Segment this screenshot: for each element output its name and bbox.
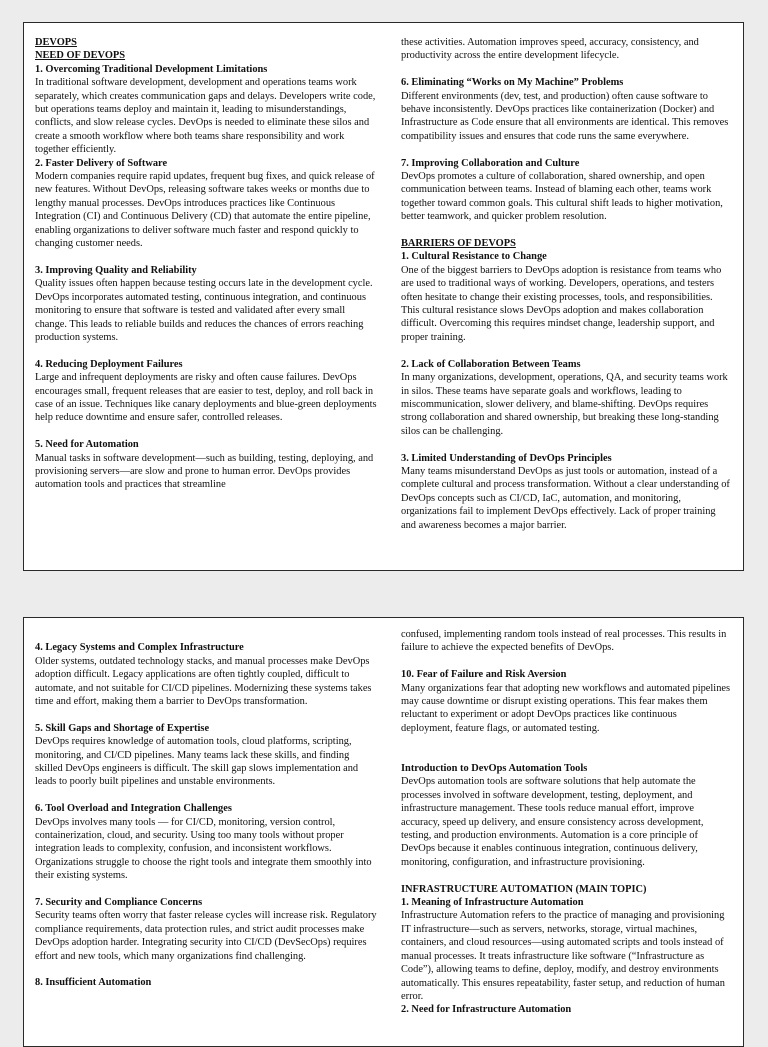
section-heading: 7. Improving Collaboration and Culture bbox=[401, 157, 580, 169]
section-body: DevOps automation tools are software solutions that help automate the processes involved in software development, testing, deployment, and infrastructure management. These tools reduce manual effort, improve accuracy, speed up delivery, and ensure consistency across development, testing, and production environments. Automation is a core principle of DevOps because it enables continuous integration, continuous delivery, monitoring, configuration, and infrastructure provisioning. bbox=[401, 776, 704, 868]
section-heading: 7. Security and Compliance Concerns bbox=[35, 897, 203, 909]
continued-text bbox=[401, 36, 731, 63]
section-body: DevOps promotes a culture of collaboration, shared ownership, and open communication between teams. Instead of blaming each other, teams work together toward common goals. This cultural shift leads to higher motivation, better teamwork, and quicker problem resolution. bbox=[401, 171, 723, 223]
section-body: confused, implementing random tools instead of real processes. This results in failure to achieve the expected benefits of DevOps. bbox=[401, 629, 727, 654]
section-body: Security teams often worry that faster release cycles will increase risk. Regulatory compliance requirements, data protection rules, and strict audit processes make DevOps adoption harder. Integrating security into CI/CD (DevSecOps) requires effort and new tools, which many organizations find challenging. bbox=[35, 910, 377, 962]
section-heading: Introduction to DevOps Automation Tools bbox=[401, 763, 588, 775]
section-need-2 bbox=[35, 157, 379, 251]
section-heading: 10. Fear of Failure and Risk Aversion bbox=[401, 669, 567, 681]
section-heading: 4. Reducing Deployment Failures bbox=[35, 358, 183, 370]
section-need-4 bbox=[35, 358, 379, 425]
section-heading: 2. Lack of Collaboration Between Teams bbox=[401, 358, 581, 370]
section-need-5 bbox=[35, 438, 379, 492]
section-body: DevOps involves many tools — for CI/CD, monitoring, version control, containerization, cloud, and security. Using too many tools without proper integration leads to complexity, confusion, and inconsistent workflows. Organizations struggle to choose the right tools and integrate them smoothly into their existing systems. bbox=[35, 816, 372, 882]
section-heading: 2. Need for Infrastructure Automation bbox=[401, 1004, 572, 1016]
document-page-1 bbox=[23, 22, 744, 571]
section-need-6 bbox=[401, 76, 731, 143]
page1-right-column bbox=[401, 36, 731, 532]
document-page-2 bbox=[23, 617, 744, 1047]
section-body: Manual tasks in software development—such as building, testing, deploying, and provisioning servers—are slow and prone to human error. DevOps provides automation tools and practices that streamline bbox=[35, 452, 374, 491]
section-body: Quality issues often happen because testing occurs late in the development cycle. DevOps incorporates automated testing, continuous integration, and continuous monitoring to ensure that software is tested and validated after every small change. This leads to reliable builds and reduces the chances of errors reaching production systems. bbox=[35, 278, 373, 343]
section-body: Modern companies require rapid updates, frequent bug fixes, and quick release of new features. Without DevOps, releasing software takes weeks or months due to lengthy manual processes. DevOps introduces practices like Continuous Integration (CI) and Continuous Delivery (CD) that automate the entire pipeline, enabling organizations to deliver software much faster and respond quickly to changing customer needs. bbox=[35, 171, 375, 250]
section-heading: 5. Need for Automation bbox=[35, 439, 139, 451]
section-heading: 3. Improving Quality and Reliability bbox=[35, 264, 197, 276]
section-body: DevOps requires knowledge of automation tools, cloud platforms, scripting, monitoring, and CI/CD pipelines. Many teams lack these skills, and finding skilled DevOps engineers is difficult. The skill gap slows implementation and leads to poorly built pipelines and unstable environments. bbox=[35, 736, 359, 788]
section-heading: 6. Tool Overload and Integration Challenges bbox=[35, 803, 232, 815]
page1-left-column bbox=[35, 36, 379, 492]
section-heading: 1. Cultural Resistance to Change bbox=[401, 251, 547, 263]
section-intro-automation-tools bbox=[401, 762, 731, 869]
section-body: Large and infrequent deployments are risky and often cause failures. DevOps encourages small, frequent releases that are easier to test, deploy, and roll back in case of an issue. Techniques like canary deployments and blue-green deployments help reduce downtime and ensure safer, controlled releases. bbox=[35, 372, 377, 424]
section-heading: 2. Faster Delivery of Software bbox=[35, 157, 168, 169]
section-heading: 3. Limited Understanding of DevOps Principles bbox=[401, 452, 612, 464]
section-body: Many teams misunderstand DevOps as just tools or automation, instead of a complete cultural and process transformation. Without a clear understanding of DevOps concepts such as CI/CD, IaC, automation, and monitoring, organizations fail to implement DevOps effectively. Lack of proper training and awareness becomes a major barrier. bbox=[401, 465, 730, 531]
section-need-1 bbox=[35, 63, 379, 157]
infrastructure-automation-heading: INFRASTRUCTURE AUTOMATION (MAIN TOPIC) bbox=[401, 883, 647, 895]
continued-text bbox=[401, 628, 731, 655]
section-barrier-6 bbox=[35, 802, 379, 882]
section-body: One of the biggest barriers to DevOps adoption is resistance from teams who are used to traditional ways of working. Developers, operations, and testers often hesitate to change their existing processes, tools, and responsibilities. This cultural resistance slows DevOps adoption and makes collaboration difficult. Overcoming this requires mindset change, leadership support, and proper training. bbox=[401, 264, 722, 343]
page2-right-column bbox=[401, 628, 731, 1017]
section-heading: 1. Meaning of Infrastructure Automation bbox=[401, 897, 584, 909]
section-heading: 4. Legacy Systems and Complex Infrastructure bbox=[35, 642, 244, 654]
section-barrier-3 bbox=[401, 452, 731, 532]
section-barrier-2 bbox=[401, 358, 731, 438]
section-heading: 1. Overcoming Traditional Development Limitations bbox=[35, 63, 268, 75]
barriers-of-devops-heading: BARRIERS OF DEVOPS bbox=[401, 238, 516, 250]
section-body: Many organizations fear that adopting new workflows and automated pipelines may cause downtime or disrupt existing operations. This fear makes them reluctant to experiment or adopt DevOps practices like continuous deployment, feature flags, or automated testing. bbox=[401, 682, 731, 734]
section-need-7 bbox=[401, 157, 731, 224]
section-barrier-7 bbox=[35, 896, 379, 963]
section-ia-1 bbox=[401, 896, 731, 1003]
section-need-3 bbox=[35, 264, 379, 344]
section-heading: 5. Skill Gaps and Shortage of Expertise bbox=[35, 722, 210, 734]
section-body: In many organizations, development, operations, QA, and security teams work in silos. These teams have separate goals and workflows, leading to miscommunication, slower delivery, and blame-shifting. DevOps requires strong collaboration and shared ownership, but breaking these long-standing silos can be challenging. bbox=[401, 372, 728, 437]
section-heading: 6. Eliminating “Works on My Machine” Problems bbox=[401, 77, 624, 89]
section-body: these activities. Automation improves speed, accuracy, consistency, and productivity across the entire development lifecycle. bbox=[401, 37, 699, 62]
section-heading: 8. Insufficient Automation bbox=[35, 977, 152, 989]
section-body: Older systems, outdated technology stacks, and manual processes make DevOps adoption difficult. Legacy applications are often tightly coupled, difficult to automate, and not suitable for CI/CD pipelines. Modernizing these systems takes time and effort, making them a barrier to DevOps transformation. bbox=[35, 655, 372, 708]
section-barrier-10 bbox=[401, 668, 731, 735]
devops-title: DEVOPS bbox=[35, 37, 77, 48]
section-barrier-4 bbox=[35, 641, 379, 708]
section-body: In traditional software development, development and operations teams work separately, which creates communication gaps and delays. Developers write code, but operations teams deploy and maintain it, leading to misunderstandings, conflicts, and slow release cycles. DevOps is needed to eliminate these silos and create a smooth workflow where both teams share responsibility and work together efficiently. bbox=[35, 77, 376, 156]
section-body: Different environments (dev, test, and production) often cause software to behave inconsistently. DevOps practices like containerization (Docker) and Infrastructure as Code ensure that all environments are identical. This removes compatibility issues and ensures that code runs the same everywhere. bbox=[401, 90, 729, 142]
section-body: Infrastructure Automation refers to the practice of managing and provisioning IT infrastructure—such as servers, networks, storage, virtual machines, containers, and cloud resources—using automated scripts and tools instead of manual processes. It treats infrastructure like software (“Infrastructure as Code”), allowing teams to define, deploy, modify, and destroy environments automatically. This ensures repeatability, faster setup, and reduction of human error. bbox=[401, 910, 725, 1002]
page2-left-column bbox=[35, 628, 379, 990]
need-of-devops-heading: NEED OF DEVOPS bbox=[35, 50, 126, 62]
section-barrier-5 bbox=[35, 722, 379, 789]
section-barrier-1 bbox=[401, 250, 731, 344]
